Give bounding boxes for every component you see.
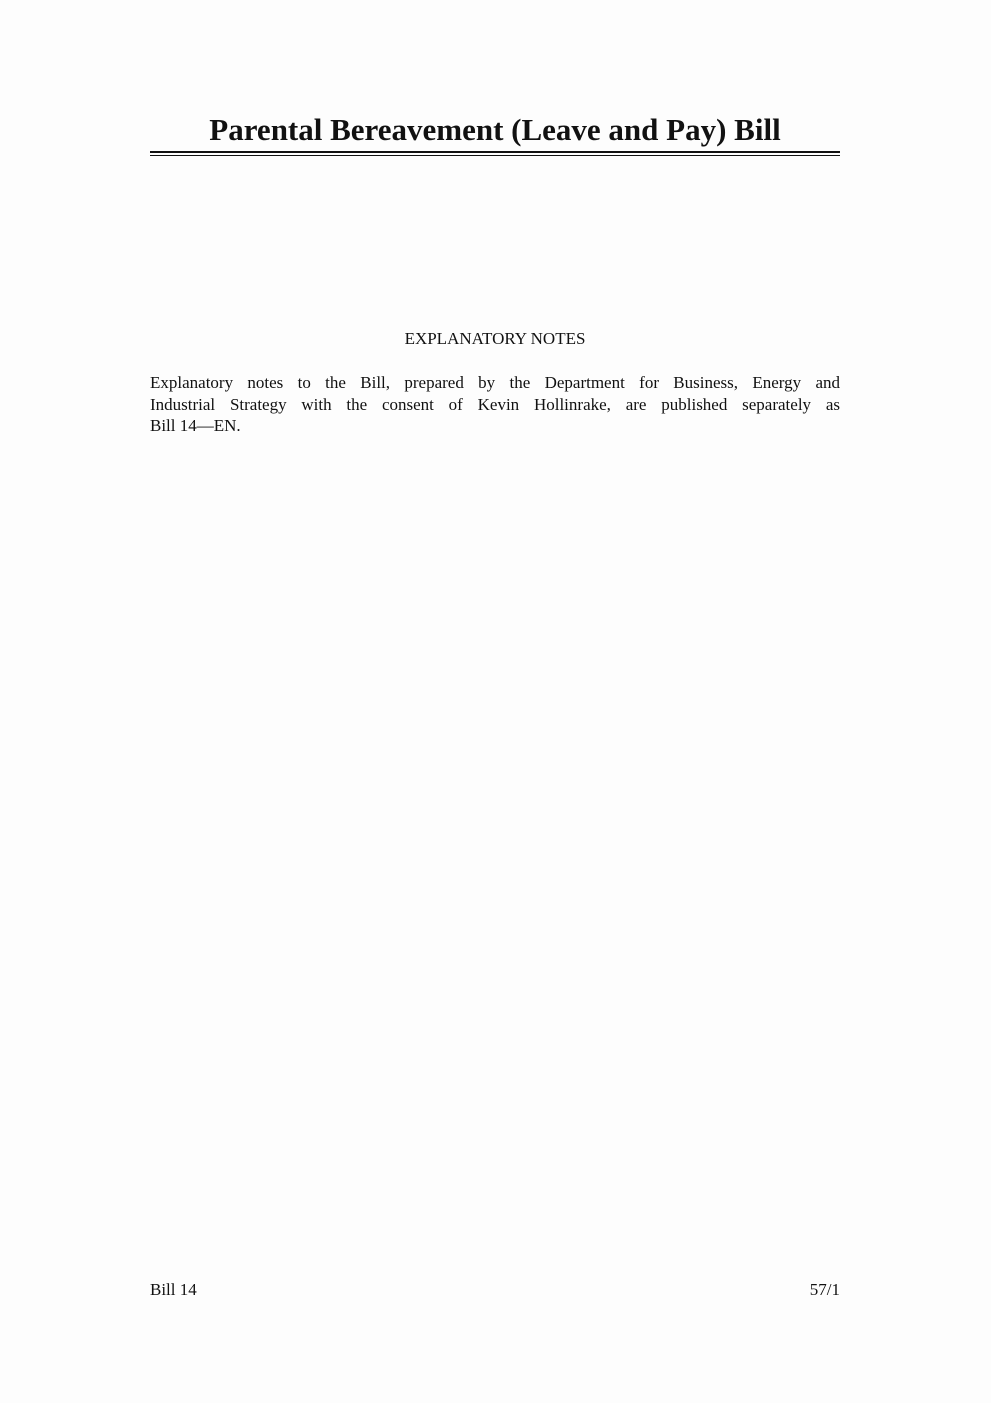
explanatory-notes-paragraph: [150, 372, 840, 437]
footer-print-reference: 57/1: [809, 1280, 840, 1299]
title-double-rule: [150, 151, 840, 156]
page-title: Parental Bereavement (Leave and Pay) Bill: [209, 112, 781, 147]
footer-bill-number: Bill 14: [150, 1280, 197, 1299]
paragraph-line: Industrial Strategy with the consent of Kevin Hollinrake, are published separately as: [150, 394, 840, 414]
explanatory-notes-heading: EXPLANATORY NOTES: [404, 329, 586, 348]
paragraph-line: Bill 14—EN.: [150, 416, 241, 435]
paragraph-line: Explanatory notes to the Bill, prepared by the Department for Business, Energy and: [150, 373, 840, 392]
